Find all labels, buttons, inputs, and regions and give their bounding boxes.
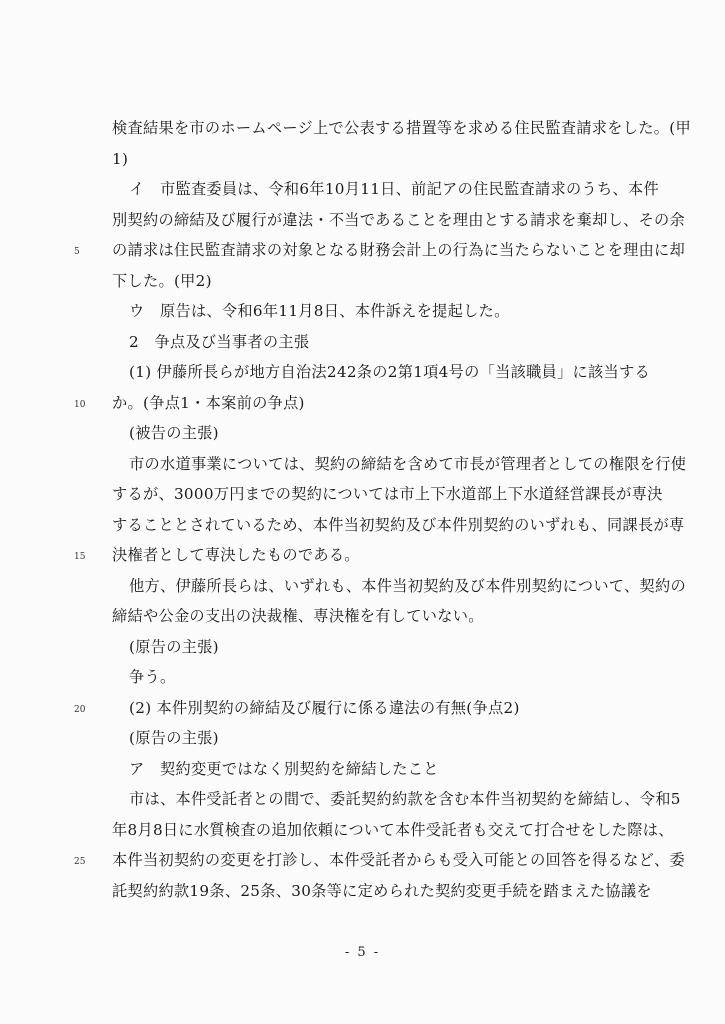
text-line: ウ 原告は、令和6年11月8日、本件訴えを提起した。: [129, 302, 510, 320]
text-line: 下した。(甲2): [112, 271, 212, 290]
text-line: ア 契約変更ではなく別契約を締結したこと: [129, 759, 439, 778]
text-line: (2) 本件別契約の締結及び履行に係る違法の有無(争点2): [129, 698, 520, 717]
text-line: か。(争点1・本案前の争点): [112, 393, 305, 412]
text-line: 2 争点及び当事者の主張: [129, 332, 310, 351]
page-number: - 5 -: [344, 945, 381, 960]
line-number: 25: [74, 857, 86, 867]
text-line: 市の水道事業については、契約の締結を含めて市長が管理者としての権限を行使: [129, 454, 687, 473]
line-number: 10: [74, 399, 86, 410]
text-line: 検査結果を市のホームページ上で公表する措置等を求める住民監査請求をした。(甲: [112, 119, 691, 137]
text-line: することとされているため、本件当初契約及び本件別契約のいずれも、同課長が専: [112, 515, 685, 534]
text-line: 別契約の締結及び履行が違法・不当であることを理由とする請求を棄却し、その余: [112, 210, 686, 229]
text-line: 本件当初契約の変更を打診し、本件受託者からも受入可能との回答を得るなど、委: [112, 851, 686, 869]
text-line: 1): [112, 149, 129, 168]
line-number: 15: [74, 552, 86, 562]
text-line: イ 市監査委員は、令和6年10月11日、前記アの住民監査請求のうち、本件: [129, 180, 659, 198]
text-line: 他方、伊藤所長らは、いずれも、本件当初契約及び本件別契約について、契約の: [129, 576, 686, 595]
text-line: (被告の主張): [129, 424, 219, 442]
text-line: 市は、本件受託者との間で、委託契約約款を含む本件当初契約を締結し、令和5: [129, 790, 681, 808]
text-line: 年8月8日に水質検査の追加依頼について本件受託者も交えて打合せをした際は、: [112, 820, 674, 839]
text-line: 託契約約款19条、25条、30条等に定められた契約変更手続を踏まえた協議を: [112, 881, 652, 900]
text-line: 決権者として専決したものである。: [112, 546, 360, 564]
text-line: の請求は住民監査請求の対象となる財務会計上の行為に当たらないことを理由に却: [112, 241, 686, 259]
text-line: 争う。: [129, 668, 176, 686]
line-number: 5: [74, 247, 80, 257]
text-line: (原告の主張): [129, 637, 219, 656]
text-line: (原告の主張): [129, 729, 219, 747]
text-line: 締結や公金の支出の決裁権、専決権を有していない。: [112, 607, 484, 625]
line-number: 20: [74, 704, 86, 715]
text-line: するが、3000万円までの契約については市上下水道部上下水道経営課長が専決: [112, 485, 663, 503]
text-line: (1) 伊藤所長らが地方自治法242条の2第1項4号の「当該職員」に該当する: [129, 363, 650, 381]
